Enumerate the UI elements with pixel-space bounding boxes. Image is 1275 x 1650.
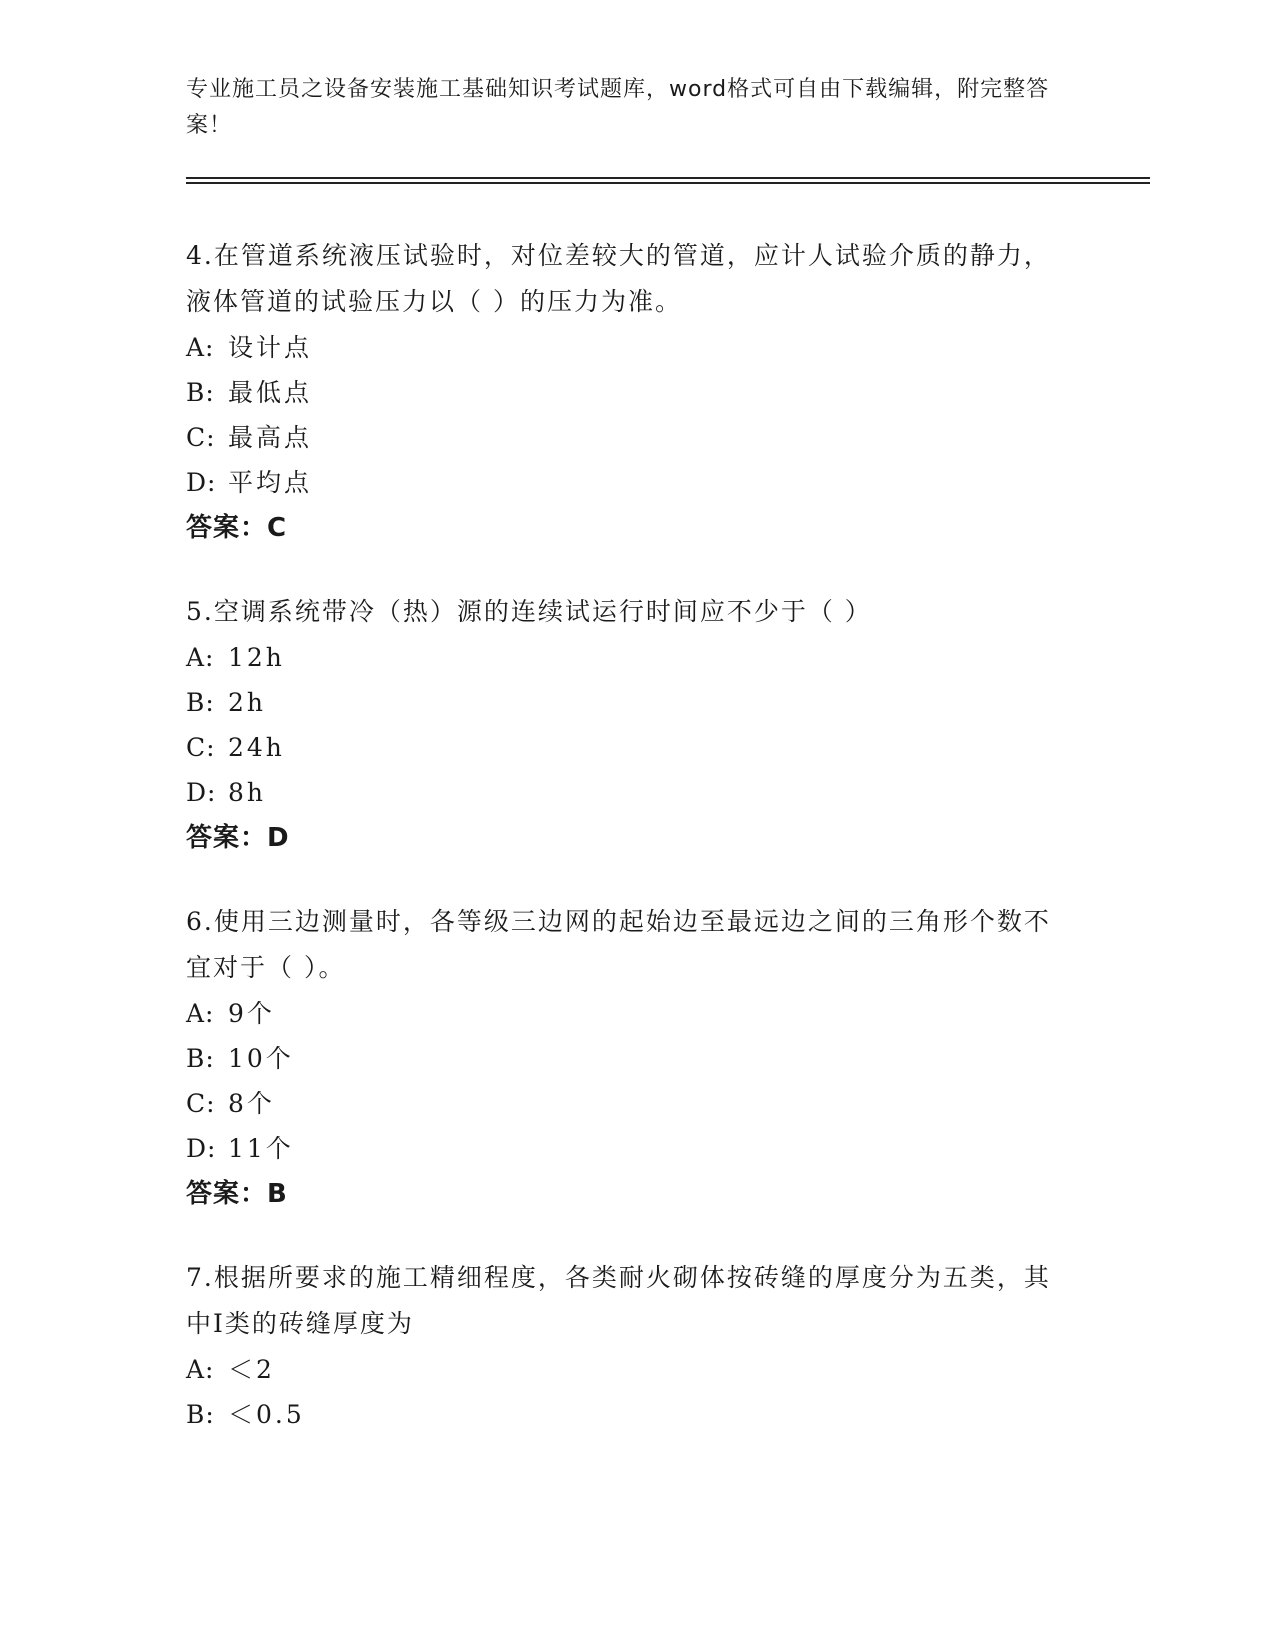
option-text: 12h	[228, 643, 285, 672]
option-text: 设计点	[228, 333, 313, 362]
question-stem: 7.根据所要求的施工精细程度，各类耐火砌体按砖缝的厚度分为五类，其中I类的砖缝厚度为	[186, 1263, 1051, 1338]
option-letter: A:	[186, 999, 215, 1028]
option-b	[186, 1036, 1066, 1081]
question-4	[186, 233, 1066, 551]
option-text: 8个	[228, 1089, 275, 1118]
question-list	[186, 233, 1066, 1475]
option-c	[186, 1081, 1066, 1126]
option-text: 9个	[228, 999, 275, 1028]
option-text: 8h	[228, 778, 267, 807]
header-rule-bottom	[186, 182, 1150, 184]
question-5	[186, 589, 1066, 861]
option-letter: A:	[186, 1355, 215, 1384]
question-6	[186, 899, 1066, 1217]
option-b	[186, 370, 1066, 415]
option-letter: B:	[186, 378, 215, 407]
option-a	[186, 635, 1066, 680]
option-d	[186, 460, 1066, 505]
option-letter: C:	[186, 423, 216, 452]
option-text: 2h	[228, 688, 267, 717]
option-letter: A:	[186, 333, 215, 362]
option-letter: B:	[186, 1400, 215, 1429]
question-stem: 5.空调系统带冷（热）源的连续试运行时间应不少于（ ）	[186, 597, 872, 626]
option-text: 平均点	[228, 468, 313, 497]
option-b	[186, 1392, 1066, 1437]
answer-label: 答案：D	[186, 823, 290, 853]
option-text: 最高点	[228, 423, 313, 452]
header-title: 专业施工员之设备安装施工基础知识考试题库，word格式可自由下载编辑，附完整答案！	[186, 77, 1050, 138]
option-letter: B:	[186, 1044, 215, 1073]
question-stem: 4.在管道系统液压试验时，对位差较大的管道，应计人试验介质的静力，液体管道的试验压力以（ ）的压力为准。	[186, 241, 1051, 316]
option-letter: C:	[186, 733, 216, 762]
option-letter: B:	[186, 688, 215, 717]
option-d	[186, 1126, 1066, 1171]
question-7	[186, 1255, 1066, 1437]
option-letter: D:	[186, 468, 217, 497]
answer-label: 答案：C	[186, 513, 288, 543]
option-b	[186, 680, 1066, 725]
option-letter: A:	[186, 643, 215, 672]
option-c	[186, 725, 1066, 770]
document-header	[186, 72, 1066, 144]
option-a	[186, 991, 1066, 1036]
option-a	[186, 1347, 1066, 1392]
option-c	[186, 415, 1066, 460]
option-letter: D:	[186, 778, 217, 807]
option-letter: C:	[186, 1089, 216, 1118]
option-text: ＜2	[228, 1355, 275, 1384]
option-text: 10个	[228, 1044, 294, 1073]
option-d	[186, 770, 1066, 815]
option-text: ＜0.5	[228, 1400, 305, 1429]
option-text: 24h	[228, 733, 285, 762]
option-letter: D:	[186, 1134, 217, 1163]
option-a	[186, 325, 1066, 370]
header-rule-top	[186, 177, 1150, 179]
option-text: 11个	[228, 1134, 294, 1163]
answer-label: 答案：B	[186, 1179, 288, 1209]
question-stem: 6.使用三边测量时，各等级三边网的起始边至最远边之间的三角形个数不宜对于（ ）。	[186, 907, 1051, 982]
option-text: 最低点	[228, 378, 313, 407]
